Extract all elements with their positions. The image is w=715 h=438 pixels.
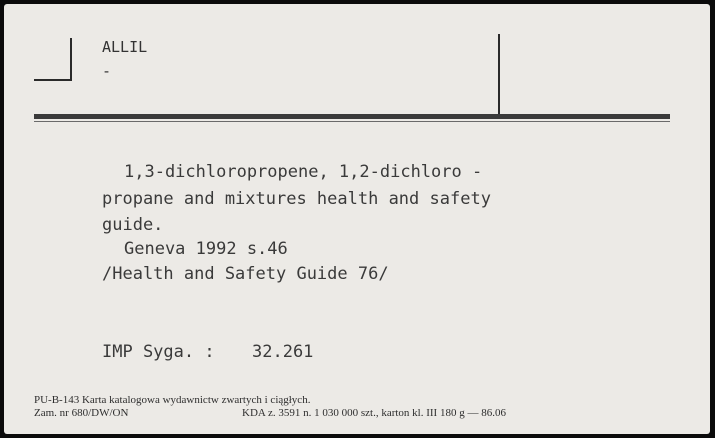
header-rule (34, 114, 670, 119)
call-number-value: 32.261 (252, 342, 314, 362)
body-line-4: Geneva 1992 s.46 (124, 239, 288, 259)
body-line-3: guide. (102, 215, 164, 235)
header-rule-thin (34, 121, 670, 122)
footer-line-2-right: KDA z. 3591 n. 1 030 000 szt., karton kl. III 180 g — 86.06 (242, 407, 506, 419)
body-line-2: propane and mixtures health and safety (102, 189, 491, 209)
card-subheading: - (102, 62, 112, 80)
call-number-label: IMP Syga. : (102, 342, 215, 362)
body-line-1: 1,3-dichloropropene, 1,2-dichloro - (124, 162, 483, 182)
card-heading: ALLIL (102, 38, 148, 56)
catalog-card (4, 4, 710, 434)
footer-line-1: PU-B-143 Karta katalogowa wydawnictw zwartych i ciągłych. (34, 394, 311, 406)
corner-bracket-horizontal (34, 79, 72, 81)
body-line-5: /Health and Safety Guide 76/ (102, 264, 389, 284)
corner-bracket-vertical (70, 38, 72, 81)
footer-line-2-left: Zam. nr 680/DW/ON (34, 407, 129, 419)
header-vertical-divider (498, 34, 500, 116)
